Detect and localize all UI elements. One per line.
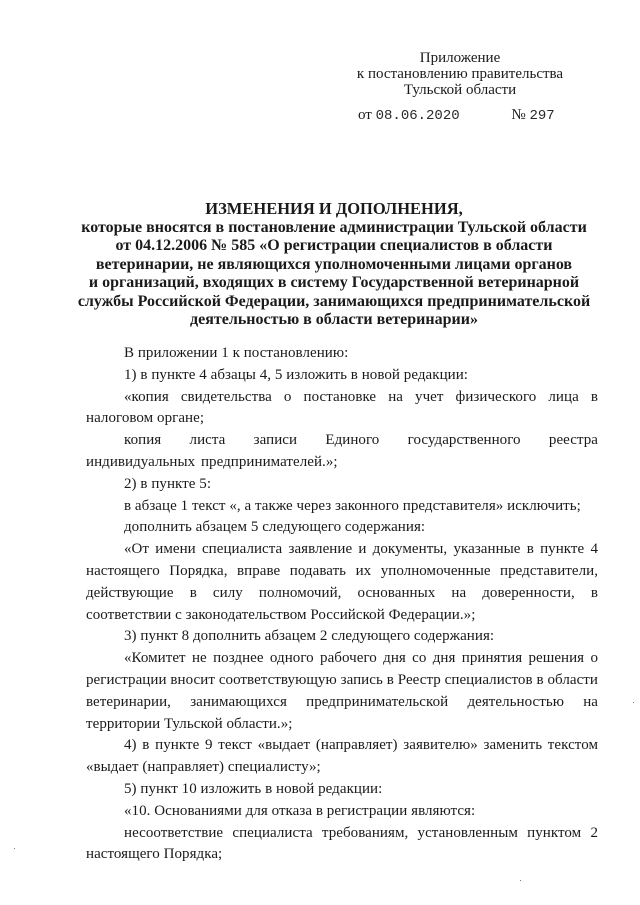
appendix-header	[330, 50, 590, 98]
paragraph: 2) в пункте 5:	[124, 475, 212, 492]
paragraph: в абзаце 1 текст «, а также через законного представителя» исключить;	[124, 497, 581, 514]
document-body	[86, 343, 598, 866]
number-label: №	[511, 107, 526, 123]
heading-line: от 04.12.2006 № 585 «О регистрации специалистов в области	[115, 237, 553, 254]
paragraph: копия листа записи Единого государственного реестра индивидуальных предпринимателей.»;	[86, 432, 598, 470]
scan-speck	[14, 848, 15, 849]
resolution-date: 08.06.2020	[375, 108, 460, 124]
paragraph: В приложении 1 к постановлению:	[124, 345, 349, 361]
paragraph: «От имени специалиста заявление и документы, указанные в пункте 4 настоящего Порядка, вправе подавать их уполномоченные представители, действующие в силу полномочий, основанных на доверенности, в соответствии с законодательством Российской Федерации.»;	[86, 541, 598, 623]
heading-line: которые вносятся в постановление администрации Тульской области	[81, 218, 587, 236]
document-heading	[60, 200, 608, 330]
scan-speck	[633, 702, 634, 703]
paragraph: 5) пункт 10 изложить в новой редакции:	[124, 780, 383, 797]
paragraph: «10. Основаниями для отказа в регистрации являются:	[124, 802, 476, 819]
heading-line: деятельностью в области ветеринарии»	[190, 311, 478, 328]
heading-line: ветеринарии, не являющихся уполномоченными лицами органов	[95, 255, 573, 273]
paragraph: «Комитет не позднее одного рабочего дня со дня принятия решения о регистрации вносит соответствующую запись в Реестр специалистов в области ветеринарии, занимающихся предпринимательской деятельностью на территории Тульской области.»;	[86, 650, 598, 732]
paragraph: 4) в пункте 9 текст «выдает (направляет) заявителю» заменить текстом «выдает (направляет) специалисту»;	[86, 737, 598, 776]
document-title: ИЗМЕНЕНИЯ И ДОПОЛНЕНИЯ,	[205, 199, 463, 218]
date-from-label: от	[358, 107, 372, 123]
heading-line: службы Российской Федерации, занимающихся предпринимательской	[77, 292, 591, 310]
appendix-resolution-ref: к постановлению правительства	[356, 66, 564, 82]
appendix-title: Приложение	[419, 50, 501, 66]
paragraph: 3) пункт 8 дополнить абзацем 2 следующего содержания:	[124, 628, 495, 645]
scan-speck	[520, 880, 521, 881]
paragraph: дополнить абзацем 5 следующего содержания:	[124, 519, 426, 536]
heading-line: и организаций, входящих в систему Государственной ветеринарной	[88, 274, 580, 291]
resolution-number: 297	[529, 108, 555, 124]
appendix-region: Тульской области	[403, 82, 517, 98]
resolution-date-number	[358, 107, 555, 124]
paragraph: «копия свидетельства о постановке на учет физического лица в налоговом органе;	[86, 388, 598, 427]
paragraph: несоответствие специалиста требованиям, установленным пунктом 2 настоящего Порядка;	[86, 824, 598, 863]
paragraph: 1) в пункте 4 абзацы 4, 5 изложить в новой редакции:	[124, 366, 469, 383]
